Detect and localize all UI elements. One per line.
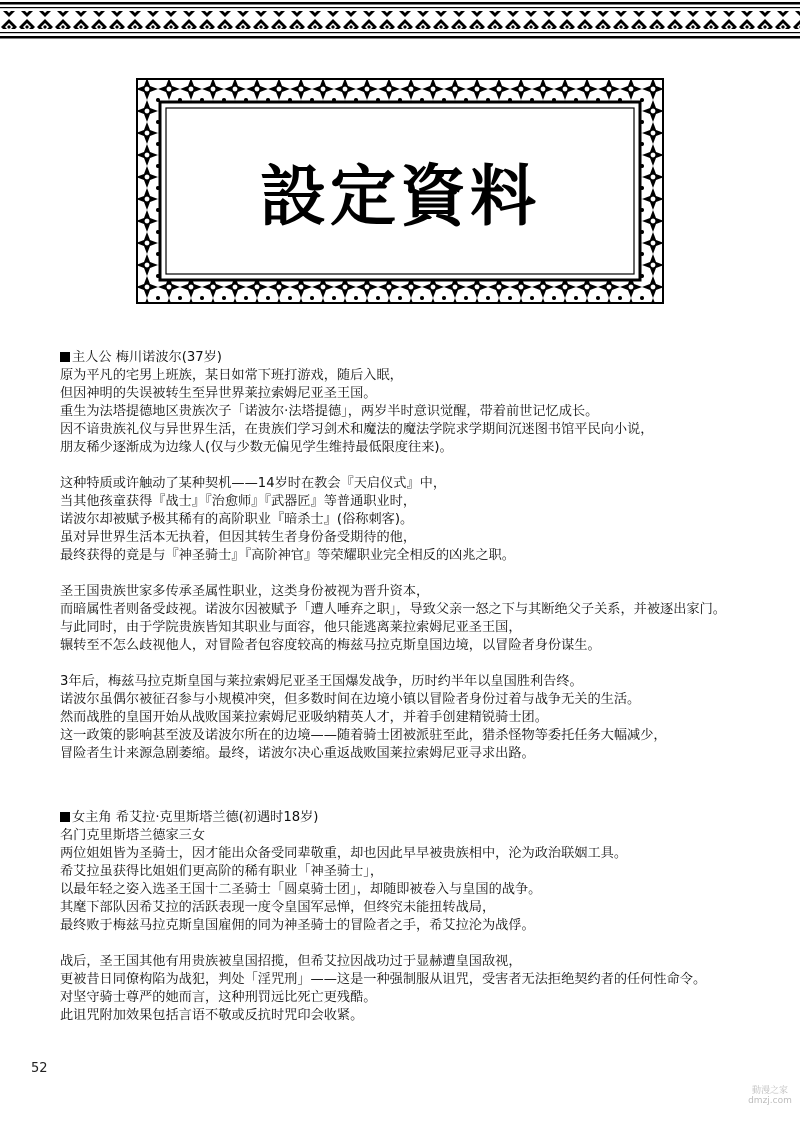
section-heading-text: 女主角 希艾拉·克里斯塔兰德(初遇时18岁) [72, 810, 319, 825]
page-number: 52 [31, 1061, 48, 1076]
text-line: 然而战胜的皇国开始从战败国莱拉索姆尼亚吸纳精英人才，并着手创建精锐骑士团。 [60, 710, 548, 725]
text-line: 更被昔日同僚构陷为战犯，判处「淫咒刑」——这是一种强制服从诅咒，受害者无法拒绝契约者的任何性命令。 [60, 972, 707, 987]
document-body [60, 349, 760, 1025]
text-line: 名门克里斯塔兰德家三女 [60, 828, 206, 843]
text-line: 战后，圣王国其他有用贵族被皇国招揽，但希艾拉因战功过于显赫遭皇国敌视， [60, 954, 522, 969]
text-line: 希艾拉虽获得比姐姐们更高阶的稀有职业「神圣骑士」， [60, 864, 384, 879]
text-line: 因不谙贵族礼仪与异世界生活，在贵族们学习剑术和魔法的魔法学院求学期间沉迷图书馆平民向小说， [60, 422, 654, 437]
paragraph [60, 953, 760, 1025]
paragraph [60, 475, 760, 565]
text-line: 虽对异世界生活本无执着，但因其转生者身份备受期待的他， [60, 530, 417, 545]
text-line: 这一政策的影响甚至波及诺波尔所在的边境——随着骑士团被派驻至此，猎杀怪物等委托任务大幅减少， [60, 728, 667, 743]
text-line: 这种特质或许触动了某种契机——14岁时在教会『天启仪式』中， [60, 476, 447, 491]
text-line: 但因神明的失误被转生至异世界莱拉索姆尼亚圣王国。 [60, 386, 377, 401]
text-line: 与此同时，由于学院贵族皆知其职业与面容，他只能逃离莱拉索姆尼亚圣王国， [60, 620, 522, 635]
section-heading [60, 809, 760, 827]
section-heading [60, 349, 760, 367]
text-line: 对坚守骑士尊严的她而言，这种刑罚远比死亡更残酷。 [60, 990, 377, 1005]
top-ornamental-border [0, 0, 800, 42]
watermark-line: dmzj.com [748, 1096, 792, 1106]
text-line: 最终败于梅兹马拉克斯皇国雇佣的同为神圣骑士的冒险者之手，希艾拉沦为战俘。 [60, 918, 535, 933]
text-line: 两位姐姐皆为圣骑士，因才能出众备受同辈敬重，却也因此早早被贵族相中，沦为政治联姻工具。 [60, 846, 628, 861]
text-line: 朋友稀少逐渐成为边缘人(仅与少数无偏见学生维持最低限度往来)。 [60, 440, 453, 455]
paragraph [60, 673, 760, 763]
text-line: 辗转至不怎么歧视他人，对冒险者包容度较高的梅兹马拉克斯皇国边境，以冒险者身份谋生。 [60, 638, 601, 653]
square-bullet-icon [60, 352, 70, 362]
paragraph [60, 367, 760, 457]
text-line: 以最年轻之姿入选圣王国十二圣骑士「圆桌骑士团」，却随即被卷入与皇国的战争。 [60, 882, 542, 897]
text-line: 其麾下部队因希艾拉的活跃表现一度令皇国军忌惮，但终究未能扭转战局， [60, 900, 496, 915]
watermark-line: 動漫之家 [751, 1086, 788, 1096]
section-heroine [60, 809, 760, 1025]
paragraph [60, 583, 760, 655]
text-line: 3年后，梅兹马拉克斯皇国与莱拉索姆尼亚圣王国爆发战争，历时约半年以皇国胜利告终。 [60, 674, 583, 689]
text-line: 最终获得的竟是与『神圣骑士』『高阶神官』等荣耀职业完全相反的凶兆之职。 [60, 548, 515, 563]
square-bullet-icon [60, 812, 70, 822]
text-line: 原为平凡的宅男上班族，某日如常下班打游戏，随后入眠， [60, 368, 403, 383]
text-line: 诺波尔却被赋予极其稀有的高阶职业『暗杀士』(俗称刺客)。 [60, 512, 414, 527]
text-line: 而暗属性者则备受歧视。诺波尔因被赋予「遭人唾弃之职」，导致父亲一怒之下与其断绝父子关系，并被逐出家门。 [60, 602, 726, 617]
text-line: 当其他孩童获得『战士』『治愈师』『武器匠』等普通职业时， [60, 494, 417, 509]
text-line: 此诅咒附加效果包括言语不敬或反抗时咒印会收紧。 [60, 1008, 364, 1023]
text-line: 诺波尔虽偶尔被征召参与小规模冲突，但多数时间在边境小镇以冒险者身份过着与战争无关的生活。 [60, 692, 641, 707]
section-protagonist [60, 349, 760, 763]
text-line: 冒险者生计来源急剧萎缩。最终，诺波尔决心重返战败国莱拉索姆尼亚寻求出路。 [60, 746, 535, 761]
page-title: 設定資料 [260, 156, 540, 235]
section-spacer [60, 763, 760, 809]
watermark-logo [748, 1086, 792, 1118]
text-line: 圣王国贵族世家多传承圣属性职业，这类身份被视为晋升资本， [60, 584, 430, 599]
text-line: 重生为法塔提德地区贵族次子「诺波尔·法塔提德」，两岁半时意识觉醒，带着前世记忆成长。 [60, 404, 599, 419]
section-heading-text: 主人公 梅川诺波尔(37岁) [72, 350, 222, 365]
paragraph [60, 827, 760, 935]
